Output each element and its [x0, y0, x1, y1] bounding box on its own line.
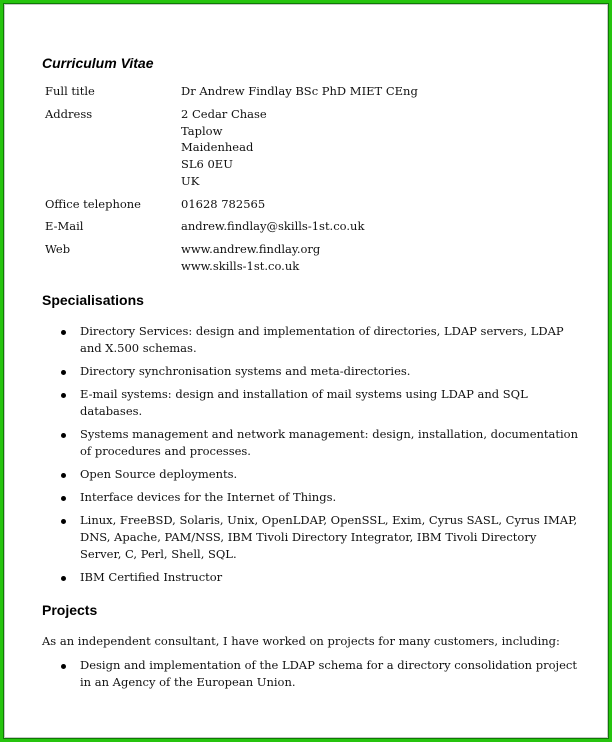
email-label: E-Mail — [45, 219, 84, 233]
bullet-icon — [61, 519, 66, 524]
list-item: Open Source deployments. — [58, 466, 578, 483]
list-item: Directory Services: design and implementation of directories, LDAP servers, LDAP and X.500 schemas. — [58, 323, 578, 357]
list-item: Systems management and network management: design, installation, documentation of procedures and processes. — [58, 426, 578, 460]
web-label: Web — [45, 242, 71, 256]
document-title: Curriculum Vitae — [42, 55, 154, 71]
web-link-2[interactable]: www.skills-1st.co.uk — [181, 259, 300, 273]
address-line-2: Taplow — [181, 124, 223, 138]
list-item: Interface devices for the Internet of Things. — [58, 489, 578, 506]
office-telephone-label: Office telephone — [45, 197, 141, 211]
address-label: Address — [45, 107, 93, 121]
bullet-icon — [61, 576, 66, 581]
projects-heading: Projects — [42, 602, 98, 618]
address-line-3: Maidenhead — [181, 140, 254, 154]
list-item: E-mail systems: design and installation of mail systems using LDAP and SQL databases. — [58, 386, 578, 420]
bullet-icon — [61, 393, 66, 398]
address-line-1: 2 Cedar Chase — [181, 107, 267, 121]
address-line-5: UK — [181, 174, 200, 188]
bullet-icon — [61, 496, 66, 501]
list-item: Linux, FreeBSD, Solaris, Unix, OpenLDAP, OpenSSL, Exim, Cyrus SASL, Cyrus IMAP, DNS, Apache, PAM/NSS, IBM Tivoli Directory Integrator, IBM Tivoli Directory Server, C, Perl, Shell, SQL. — [58, 512, 578, 563]
full-title-value: Dr Andrew Findlay BSc PhD MIET CEng — [181, 84, 418, 98]
bullet-icon — [61, 473, 66, 478]
list-item: Directory synchronisation systems and meta-directories. — [58, 363, 578, 380]
bullet-icon — [61, 370, 66, 375]
office-telephone-value: 01628 782565 — [181, 197, 266, 211]
web-link-1[interactable]: www.andrew.findlay.org — [181, 242, 321, 256]
full-title-label: Full title — [45, 84, 95, 98]
bullet-icon — [61, 664, 66, 669]
specialisations-list — [58, 323, 578, 592]
bullet-icon — [61, 330, 66, 335]
list-item: Design and implementation of the LDAP schema for a directory consolidation project in an Agency of the European Union. — [58, 657, 578, 691]
email-value: andrew.findlay@skills-1st.co.uk — [181, 219, 365, 233]
bullet-icon — [61, 433, 66, 438]
projects-list — [58, 657, 578, 697]
address-line-4: SL6 0EU — [181, 157, 233, 171]
specialisations-heading: Specialisations — [42, 292, 144, 308]
list-item: IBM Certified Instructor — [58, 569, 578, 586]
projects-intro: As an independent consultant, I have worked on projects for many customers, including: — [42, 634, 560, 648]
